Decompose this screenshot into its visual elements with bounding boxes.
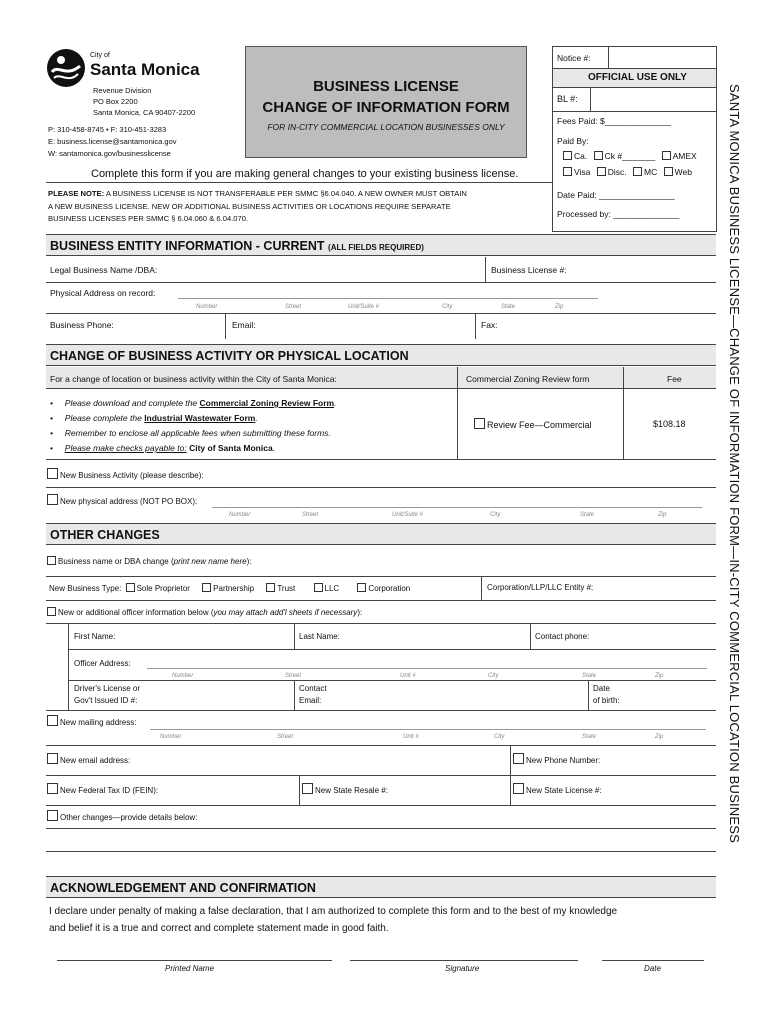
ack-line-2: and belief it is a true and correct and complete statement made in good faith. bbox=[49, 923, 389, 934]
dl-label-2: Gov't Issued ID #: bbox=[74, 696, 138, 705]
llc-checkbox[interactable] bbox=[314, 583, 323, 592]
fax-label: Fax: bbox=[481, 320, 498, 330]
last-name-label: Last Name: bbox=[299, 632, 340, 641]
name-change-checkbox[interactable] bbox=[47, 556, 56, 565]
mailing-address: New mailing address: bbox=[47, 715, 136, 727]
division: Revenue Division bbox=[93, 86, 152, 95]
email-label: Email: bbox=[232, 320, 256, 330]
form-title-2: CHANGE OF INFORMATION FORM bbox=[262, 99, 510, 116]
new-email-checkbox[interactable] bbox=[47, 753, 58, 764]
note-line-3: BUSINESS LICENSES PER SMMC § 6.04.060 & 6.04.070. bbox=[48, 214, 249, 223]
note-line-1: PLEASE NOTE: A BUSINESS LICENSE IS NOT TRANSFERABLE PER SMMC §6.04.040. A NEW OWNER MUST OBTAIN bbox=[48, 189, 467, 198]
zoning-form-link[interactable]: Commercial Zoning Review Form bbox=[199, 398, 335, 408]
contact-email: E: business.license@santamonica.gov bbox=[48, 137, 177, 146]
city-name: Santa Monica bbox=[90, 60, 200, 79]
dob-label-2: of birth: bbox=[593, 696, 620, 705]
section-other: OTHER CHANGES bbox=[46, 523, 716, 545]
complete-instruction: Complete this form if you are making general changes to your existing business license. bbox=[91, 168, 519, 180]
paid-by-row1: Ca. Ck #_______ AMEX bbox=[563, 151, 697, 161]
officer-checkbox[interactable] bbox=[47, 607, 56, 616]
col-fee-header: Fee bbox=[667, 374, 682, 384]
disc-checkbox[interactable] bbox=[597, 167, 606, 176]
city-state-zip: Santa Monica, CA 90407-2200 bbox=[93, 108, 196, 117]
paid-by: Paid By: bbox=[557, 136, 589, 146]
dl-label-1: Driver's License or bbox=[74, 684, 140, 693]
fees-paid: Fees Paid: $______________ bbox=[557, 116, 671, 126]
processed-by: Processed by: ______________ bbox=[557, 209, 680, 219]
new-fein: New Federal Tax ID (FEIN): bbox=[47, 783, 158, 795]
wastewater-form-link[interactable]: Industrial Wastewater Form bbox=[144, 413, 256, 423]
paid-by-row2: Visa Disc. MC Web bbox=[563, 167, 692, 177]
visa-checkbox[interactable] bbox=[563, 167, 572, 176]
address-label: Physical Address on record: bbox=[50, 288, 156, 298]
entity-number-label: Corporation/LLP/LLC Entity #: bbox=[487, 583, 594, 592]
new-email: New email address: bbox=[47, 753, 130, 765]
signature-label: Signature bbox=[445, 964, 480, 973]
bullet-4: • Please make checks payable to: City of Santa Monica. bbox=[50, 443, 276, 453]
bl-label: BL #: bbox=[557, 94, 578, 104]
business-type-row: New Business Type: Sole Proprietor Partnership Trust LLC Corporation bbox=[49, 584, 411, 593]
new-activity: New Business Activity (please describe): bbox=[47, 468, 204, 480]
ck-checkbox[interactable] bbox=[594, 151, 603, 160]
phone-fax: P: 310-458-8745 • F: 310-451-3283 bbox=[48, 125, 167, 134]
other-changes-checkbox[interactable] bbox=[47, 810, 58, 821]
new-state-license: New State License #: bbox=[513, 783, 602, 795]
fee-amount: $108.18 bbox=[653, 419, 686, 429]
amex-checkbox[interactable] bbox=[662, 151, 671, 160]
col-form-header: Commercial Zoning Review form bbox=[466, 374, 590, 384]
review-fee-option: Review Fee—Commercial bbox=[474, 418, 592, 430]
activity-intro: For a change of location or business activity within the City of Santa Monica: bbox=[50, 374, 337, 384]
section-activity: CHANGE OF BUSINESS ACTIVITY OR PHYSICAL LOCATION bbox=[46, 344, 716, 366]
date-paid: Date Paid: ________________ bbox=[557, 190, 675, 200]
fein-checkbox[interactable] bbox=[47, 783, 58, 794]
trust-checkbox[interactable] bbox=[266, 583, 275, 592]
dob-label-1: Date bbox=[593, 684, 610, 693]
bullet-3: • Remember to enclose all applicable fees when submitting these forms. bbox=[50, 428, 331, 438]
license-number-label: Business License #: bbox=[491, 265, 567, 275]
notice-label: Notice #: bbox=[557, 53, 591, 63]
review-fee-checkbox[interactable] bbox=[474, 418, 485, 429]
new-phone-checkbox[interactable] bbox=[513, 753, 524, 764]
official-use-label: OFFICIAL USE ONLY bbox=[588, 72, 687, 83]
name-change: Business name or DBA change (print new name here): bbox=[47, 556, 251, 566]
new-address-checkbox[interactable] bbox=[47, 494, 58, 505]
form-subtitle: FOR IN-CITY COMMERCIAL LOCATION BUSINESSES ONLY bbox=[267, 122, 505, 132]
ca-checkbox[interactable] bbox=[563, 151, 572, 160]
sole-checkbox[interactable] bbox=[126, 583, 135, 592]
po-box: PO Box 2200 bbox=[93, 97, 138, 106]
new-phone: New Phone Number: bbox=[513, 753, 600, 765]
contact-web: W: santamonica.gov/businesslicense bbox=[48, 149, 171, 158]
city-logo bbox=[46, 48, 86, 88]
seal-icon bbox=[46, 48, 86, 88]
bullet-2: • Please complete the Industrial Wastewater Form. bbox=[50, 413, 258, 423]
printed-name-label: Printed Name bbox=[165, 964, 214, 973]
partnership-checkbox[interactable] bbox=[202, 583, 211, 592]
other-changes: Other changes—provide details below: bbox=[47, 810, 197, 822]
legal-name-label: Legal Business Name /DBA: bbox=[50, 265, 158, 275]
section-ack: ACKNOWLEDGEMENT AND CONFIRMATION bbox=[46, 876, 716, 898]
date-label: Date bbox=[644, 964, 661, 973]
city-of: City of bbox=[90, 52, 110, 59]
state-license-checkbox[interactable] bbox=[513, 783, 524, 794]
new-resale: New State Resale #: bbox=[302, 783, 388, 795]
officer-change: New or additional officer information below (you may attach add'l sheets if necessary): bbox=[47, 607, 362, 617]
new-address: New physical address (NOT PO BOX): bbox=[47, 494, 197, 506]
web-checkbox[interactable] bbox=[664, 167, 673, 176]
resale-checkbox[interactable] bbox=[302, 783, 313, 794]
contact-phone-label: Contact phone: bbox=[535, 632, 590, 641]
mc-checkbox[interactable] bbox=[633, 167, 642, 176]
section-entity: BUSINESS ENTITY INFORMATION - CURRENT (ALL FIELDS REQUIRED) bbox=[46, 234, 716, 256]
contact-email-label-2: Email: bbox=[299, 696, 322, 705]
form-title-1: BUSINESS LICENSE bbox=[313, 78, 459, 95]
officer-address-label: Officer Address: bbox=[74, 659, 131, 668]
note-line-2: A NEW BUSINESS LICENSE. NEW OR ADDITIONAL BUSINESS ACTIVITIES OR LOCATIONS REQUIRE SEPARATE bbox=[48, 202, 451, 211]
new-activity-checkbox[interactable] bbox=[47, 468, 58, 479]
bullet-1: • Please download and complete the Commercial Zoning Review Form. bbox=[50, 398, 337, 408]
contact-email-label-1: Contact bbox=[299, 684, 327, 693]
business-phone-label: Business Phone: bbox=[50, 320, 114, 330]
corporation-checkbox[interactable] bbox=[357, 583, 366, 592]
mailing-checkbox[interactable] bbox=[47, 715, 58, 726]
ack-line-1: I declare under penalty of making a false declaration, that I am authorized to complete this form and to the best of my knowledge bbox=[49, 906, 618, 917]
side-title: SANTA MONICA BUSINESS LICENSE—CHANGE OF INFORMATION FORM—IN-CITY COMMERCIAL LOCATION BUSINESS bbox=[727, 84, 742, 843]
first-name-label: First Name: bbox=[74, 632, 116, 641]
